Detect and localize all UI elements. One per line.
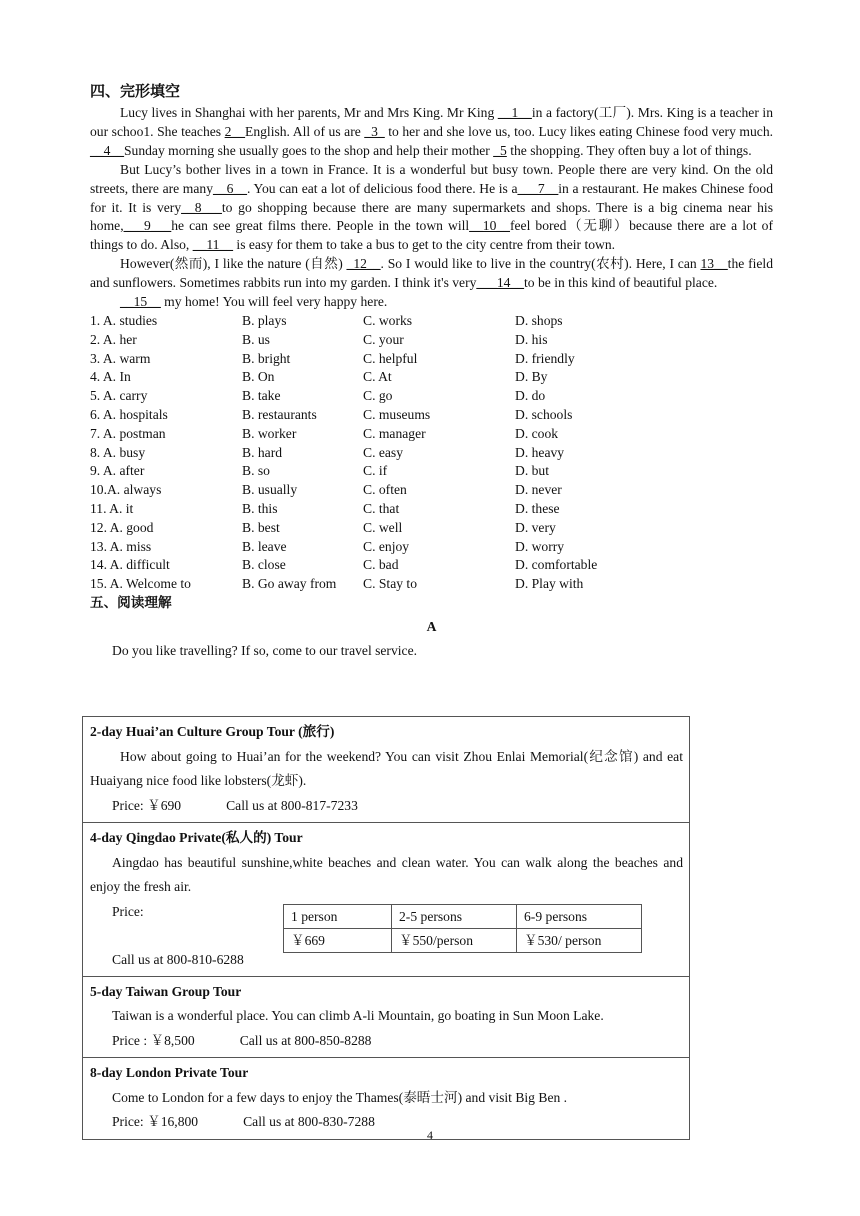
option-d: D. worry [515, 538, 565, 554]
text: is easy for them to take a bus to get to the city centre from their town. [233, 237, 616, 253]
reading-intro: Do you like travelling? If so, come to our travel service. [112, 642, 418, 658]
option-row [90, 500, 773, 519]
option-a: 11. A. it [90, 500, 134, 516]
cloze-paragraph-3 [90, 255, 773, 293]
price-cell: 1 person [284, 904, 392, 928]
price-cell: 2-5 persons [392, 904, 517, 928]
option-a: 13. A. miss [90, 538, 152, 554]
blank-10: __10__ [469, 218, 510, 234]
option-b: B. plays [242, 312, 287, 328]
option-row [90, 575, 773, 594]
option-d: D. Play with [515, 576, 584, 592]
option-b: B. take [242, 388, 281, 404]
option-row [90, 387, 773, 406]
option-a: 9. A. after [90, 463, 145, 479]
text: to her and she love us, too. Lucy likes eating Chinese food very much. [384, 123, 774, 139]
option-a: 7. A. postman [90, 425, 166, 441]
tour-description: Taiwan is a wonderful place. You can climb A-li Mountain, go boating in Sun Moon Lake. [112, 1008, 604, 1023]
blank-6: __6__ [213, 180, 247, 196]
text: the field and sunflowers. Sometimes rabbits run into my garden. I think it's very [90, 256, 774, 291]
text: to be in this kind of beautiful place. [524, 275, 718, 291]
option-d: D. very [515, 519, 556, 535]
tour-table [82, 716, 690, 1140]
option-b: B. usually [242, 482, 298, 498]
option-c: C. bad [363, 557, 399, 573]
blank-1: __1__ [497, 105, 532, 120]
option-d: D. friendly [515, 350, 575, 366]
tour-description: How about going to Huai’an for the weekend? You can visit Zhou Enlai Memorial(纪念馆) and eat Huaiyang nice food like lobsters(龙虾). [90, 748, 683, 788]
option-row [90, 406, 773, 425]
blank-11: __11__ [192, 237, 234, 253]
blank-15: __15__ [120, 294, 161, 310]
cloze-paragraph-2 [90, 161, 773, 256]
option-c: C. works [363, 312, 413, 328]
text: in a restaurant. He makes Chinese food for it. It is very [90, 180, 773, 215]
option-b: B. On [242, 369, 275, 385]
tour-price-line [90, 1029, 683, 1054]
option-row [90, 425, 773, 444]
cloze-paragraph-4 [90, 293, 773, 312]
option-row [90, 462, 773, 481]
blank-7: ___7__ [517, 180, 559, 196]
option-c: C. your [363, 331, 404, 347]
option-b: B. restaurants [242, 406, 317, 422]
option-a: 6. A. hospitals [90, 406, 168, 422]
section4-title: 四、完形填空 [90, 82, 181, 100]
text: my home! You will feel very happy here. [160, 294, 388, 310]
reading-part-label: A [426, 618, 437, 634]
blank-13: 13__ [700, 256, 728, 272]
option-c: C. enjoy [363, 538, 410, 554]
option-c: C. museums [363, 406, 431, 422]
blank-9: ___9___ [123, 218, 172, 234]
cloze-section [90, 80, 773, 665]
price-cell: 6-9 persons [517, 904, 642, 928]
blank-4: __4__ [90, 142, 124, 158]
tour-phone: Call us at 800-817-7233 [226, 797, 358, 813]
option-a: 3. A. warm [90, 350, 151, 366]
option-d: D. his [515, 331, 548, 347]
blank-8: __8___ [181, 199, 222, 215]
blank-2: 2__ [224, 123, 246, 139]
option-row [90, 368, 773, 387]
price-cell: ￥550/person [392, 928, 517, 952]
price-table [283, 904, 642, 953]
option-a: 5. A. carry [90, 388, 148, 404]
tour-qingdao [83, 823, 689, 977]
price-cell: ￥530/ person [517, 928, 642, 952]
option-a: 2. A. her [90, 331, 137, 347]
option-c: C. Stay to [363, 576, 418, 592]
text: Sunday morning she usually goes to the shop and help their mother [123, 142, 494, 158]
tour-price: Price : ￥8,500 [112, 1032, 195, 1048]
option-b: B. worker [242, 425, 297, 441]
text: Lucy lives in Shanghai with her parents, Mr and Mrs King. Mr King [120, 105, 498, 120]
option-a: 1. A. studies [90, 312, 158, 328]
tour-huaian [83, 717, 689, 823]
option-c: C. easy [363, 444, 404, 460]
tour-title: 8-day London Private Tour [90, 1065, 249, 1080]
option-row [90, 350, 773, 369]
option-a: 15. A. Welcome to [90, 576, 191, 592]
tour-title: 2-day Huai’an Culture Group Tour (旅行) [90, 724, 335, 739]
text: feel bored（无聊）because there are a lot of things to do. Also, [90, 218, 773, 253]
option-b: B. us [242, 331, 270, 347]
option-d: D. never [515, 482, 562, 498]
option-d: D. By [515, 369, 548, 385]
blank-5: _5 [493, 142, 507, 158]
tour-title: 4-day Qingdao Private(私人的) Tour [90, 830, 303, 845]
text: in a factory(工厂). Mrs. King is a teacher in our schoo1. She teaches [90, 105, 773, 139]
option-c: C. often [363, 482, 407, 498]
text: to go shopping because there are many supermarkets and shops. There is a big cinema near his home, [90, 199, 773, 234]
tour-phone: Call us at 800-850-8288 [239, 1032, 372, 1048]
page-number: 4 [427, 1128, 433, 1142]
price-table-head [284, 904, 642, 928]
tour-price: Price: ￥16,800 [112, 1114, 199, 1129]
option-c: C. that [363, 500, 400, 516]
option-c: C. well [363, 519, 403, 535]
option-row [90, 312, 773, 331]
tour-price-line [90, 794, 683, 819]
price-cell: ￥669 [284, 928, 392, 952]
blank-12: _12__ [346, 256, 381, 272]
option-b: B. so [242, 463, 270, 479]
text: . So I would like to live in the country(农村). Here, I can [380, 256, 701, 272]
text: the shopping. They often buy a lot of things. [506, 142, 752, 158]
option-a: 4. A. In [90, 369, 131, 385]
option-d: D. heavy [515, 444, 565, 460]
tour-taiwan [83, 977, 689, 1059]
option-c: C. manager [363, 425, 426, 441]
option-a: 12. A. good [90, 519, 154, 535]
option-row [90, 444, 773, 463]
blank-3: _3_ [364, 123, 385, 139]
cloze-paragraph-1 [90, 104, 773, 161]
text: he can see great films there. People in the town will [171, 218, 470, 234]
text: . You can eat a lot of delicious food there. He is a [246, 180, 518, 196]
text: However(然而), I like the nature (自然) [120, 256, 347, 272]
option-row [90, 519, 773, 538]
option-row [90, 481, 773, 500]
answer-options [90, 312, 773, 594]
tour-phone: Call us at 800-810-6288 [112, 951, 244, 967]
option-c: C. helpful [363, 350, 418, 366]
option-b: B. close [242, 557, 286, 573]
option-d: D. cook [515, 425, 559, 441]
option-d: D. these [515, 500, 560, 516]
option-d: D. schools [515, 406, 573, 422]
option-b: B. best [242, 519, 280, 535]
tour-title: 5-day Taiwan Group Tour [90, 983, 242, 999]
blank-14: ___14__ [476, 275, 524, 291]
tour-london [83, 1058, 689, 1139]
option-row [90, 556, 773, 575]
option-row [90, 538, 773, 557]
option-d: D. comfortable [515, 557, 598, 573]
tour-description: Aingdao has beautiful sunshine,white beaches and clean water. You can walk along the beaches and enjoy the fresh air. [90, 854, 683, 894]
option-b: B. this [242, 500, 278, 516]
tour-price-label: Price: [112, 903, 144, 919]
option-b: B. hard [242, 444, 283, 460]
option-c: C. At [363, 369, 392, 385]
option-b: B. Go away from [242, 576, 337, 592]
option-b: B. bright [242, 350, 291, 366]
option-a: 8. A. busy [90, 444, 146, 460]
option-c: C. go [363, 388, 393, 404]
option-row [90, 331, 773, 350]
text: But Lucy’s bother lives in a town in France. It is a wonderful but busy town. People there are very kind. On the old streets, there are many [90, 161, 773, 196]
tour-price: Price: ￥690 [112, 797, 182, 813]
text: English. All of us are [245, 123, 365, 139]
price-table-values [284, 928, 642, 952]
option-a: 14. A. difficult [90, 557, 170, 573]
section5-title: 五、阅读理解 [90, 594, 172, 611]
tour-phone: Call us at 800-830-7288 [243, 1114, 375, 1129]
tour-description: Come to London for a few days to enjoy the Thames(泰晤士河) and visit Big Ben . [112, 1089, 568, 1105]
option-b: B. leave [242, 538, 287, 554]
option-d: D. but [515, 463, 549, 479]
option-d: D. shops [515, 312, 563, 328]
tour-price-block [90, 900, 683, 972]
option-c: C. if [363, 463, 388, 479]
option-a: 10.A. always [90, 482, 162, 498]
option-d: D. do [515, 388, 546, 404]
